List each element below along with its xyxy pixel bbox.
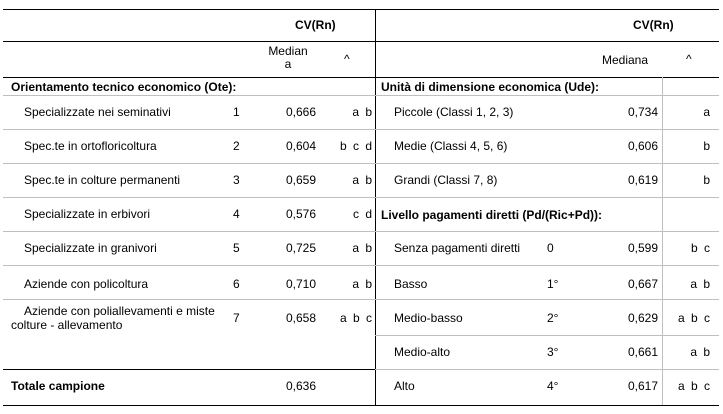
row-code: 0 xyxy=(547,241,554,255)
row-label: Medie (Classi 4, 5, 6) xyxy=(394,139,508,153)
row-median: 0,606 xyxy=(627,139,658,153)
cv-header-right: CV(Rn) xyxy=(633,18,674,32)
row-label: Piccole (Classi 1, 2, 3) xyxy=(394,105,514,119)
row-label: Specializzate in granivori xyxy=(24,241,157,255)
center-divider xyxy=(375,9,376,405)
total-rule xyxy=(3,369,375,370)
row-label: Aziende con poliallevamenti e miste colture - allevamento xyxy=(11,304,215,332)
row-separator xyxy=(375,129,719,130)
right-column-divider xyxy=(662,77,663,405)
row-code: 7 xyxy=(233,311,240,325)
row-separator xyxy=(375,231,719,232)
row-separator xyxy=(375,163,719,164)
row-label: Grandi (Classi 7, 8) xyxy=(394,173,498,187)
row-label: Medio-basso xyxy=(394,311,463,325)
row-separator xyxy=(3,231,375,232)
row-median: 0,604 xyxy=(285,139,316,153)
row-median: 0,659 xyxy=(285,173,316,187)
row-label: Specializzate nei seminativi xyxy=(24,105,171,119)
row-groups: a b c xyxy=(339,311,372,325)
row-median: 0,710 xyxy=(285,277,316,291)
table-top-rule xyxy=(3,9,719,10)
table-bottom-rule xyxy=(3,405,719,406)
ude-section-title: Unità di dimensione economica (Ude): xyxy=(381,80,600,94)
row-label: Senza pagamenti diretti xyxy=(394,241,521,255)
total-median: 0,636 xyxy=(285,379,316,393)
row-median: 0,576 xyxy=(285,207,316,221)
row-groups: b xyxy=(703,173,710,187)
row-groups: a b xyxy=(352,173,372,187)
row-code: 1° xyxy=(547,277,559,291)
row-label: Aziende con policoltura xyxy=(24,277,149,291)
row-separator xyxy=(3,95,375,96)
row-median: 0,734 xyxy=(627,105,658,119)
row-separator xyxy=(375,95,719,96)
ote-section-title: Orientamento tecnico economico (Ote): xyxy=(11,80,237,94)
subheader-rule xyxy=(3,77,719,78)
row-code: 3° xyxy=(547,345,559,359)
caret-header-right: ^ xyxy=(686,52,692,66)
caret-header-left: ^ xyxy=(344,52,350,66)
row-groups: a b c xyxy=(677,379,710,393)
row-code: 4° xyxy=(547,379,559,393)
row-groups: a b xyxy=(690,345,710,359)
row-label: Medio-alto xyxy=(394,345,451,359)
row-label: Alto xyxy=(394,379,415,393)
row-separator xyxy=(375,265,719,266)
row-separator xyxy=(3,129,375,130)
row-code: 2 xyxy=(233,139,240,153)
row-separator xyxy=(375,335,719,336)
row-separator xyxy=(375,299,719,300)
row-code: 6 xyxy=(233,277,240,291)
row-median: 0,661 xyxy=(627,345,658,359)
row-code: 1 xyxy=(233,105,240,119)
row-groups: c d xyxy=(352,207,372,221)
row-separator xyxy=(3,197,375,198)
row-label: Spec.te in ortofloricoltura xyxy=(24,139,157,153)
median-header-right: Mediana xyxy=(602,53,649,67)
median-header-left: Median a xyxy=(268,44,308,71)
header-rule xyxy=(3,41,719,42)
row-groups: b c d xyxy=(339,139,372,153)
row-separator xyxy=(3,299,375,300)
row-groups: b c xyxy=(690,241,710,255)
row-code: 2° xyxy=(547,311,559,325)
row-separator xyxy=(375,197,719,198)
row-median: 0,599 xyxy=(627,241,658,255)
row-groups: b xyxy=(703,139,710,153)
row-groups: a xyxy=(703,105,710,119)
row-median: 0,658 xyxy=(285,311,316,325)
row-separator xyxy=(3,265,375,266)
row-median: 0,617 xyxy=(627,379,658,393)
row-groups: a b xyxy=(352,241,372,255)
row-groups: a b c xyxy=(677,311,710,325)
row-median: 0,666 xyxy=(285,105,316,119)
row-code: 3 xyxy=(233,173,240,187)
row-median: 0,619 xyxy=(627,173,658,187)
pd-section-title: Livello pagamenti diretti (Pd/(Ric+Pd)): xyxy=(381,208,603,222)
row-groups: a b xyxy=(690,277,710,291)
row-code: 4 xyxy=(233,207,240,221)
row-groups: a b xyxy=(352,105,372,119)
row-median: 0,629 xyxy=(627,311,658,325)
row-groups: a b xyxy=(352,277,372,291)
row-label: Basso xyxy=(394,277,428,291)
row-median: 0,667 xyxy=(627,277,658,291)
total-label: Totale campione xyxy=(11,379,105,393)
row-label: Specializzate in erbivori xyxy=(24,207,151,221)
cv-header-left: CV(Rn) xyxy=(295,18,336,32)
row-code: 5 xyxy=(233,241,240,255)
row-median: 0,725 xyxy=(285,241,316,255)
row-separator xyxy=(375,369,719,370)
row-label: Spec.te in colture permanenti xyxy=(24,173,181,187)
row-separator xyxy=(3,163,375,164)
